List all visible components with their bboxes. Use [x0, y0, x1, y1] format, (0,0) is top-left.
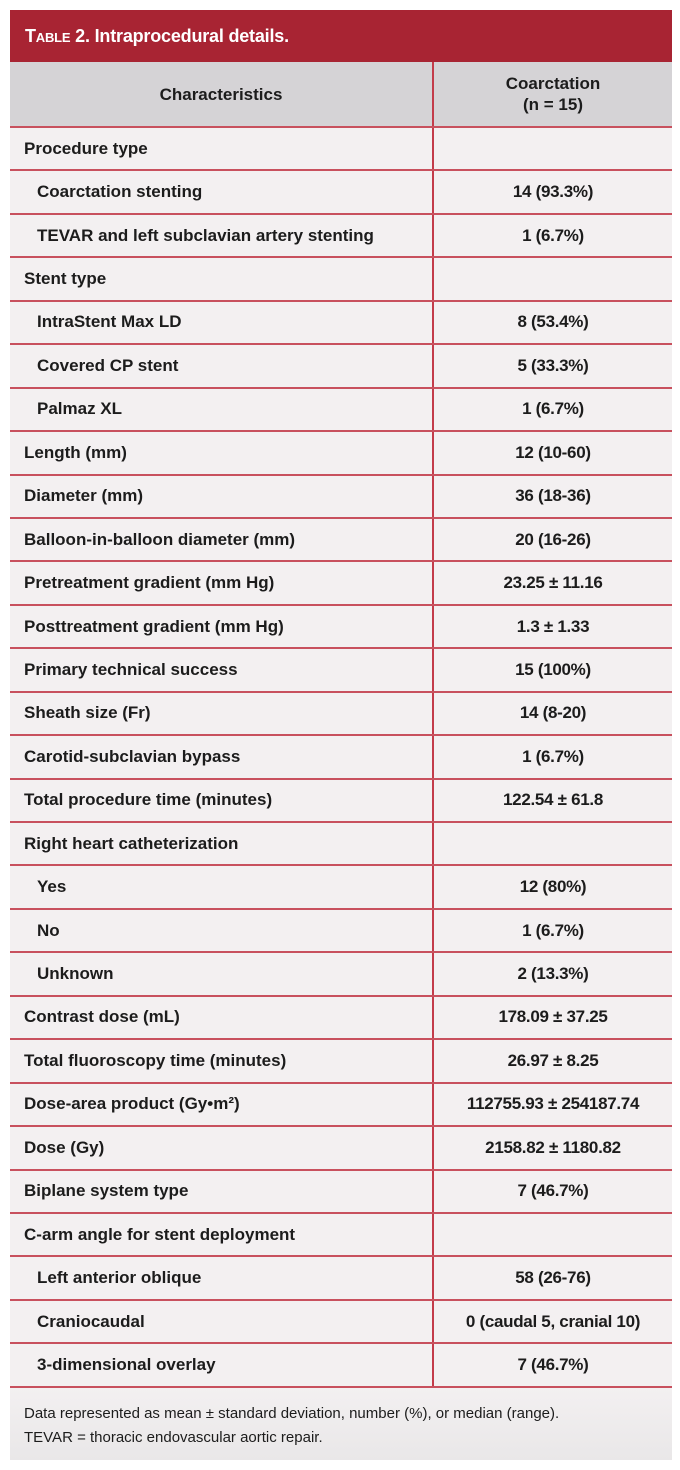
table-section-row [10, 1213, 672, 1256]
column-header-coarctation [433, 62, 672, 127]
row-value: 14 (8-20) [433, 692, 672, 735]
row-label: Covered CP stent [10, 344, 433, 387]
row-value: 7 (46.7%) [433, 1343, 672, 1386]
table-title-bar [10, 10, 672, 62]
column-header-group-n: (n = 15) [523, 95, 583, 114]
row-value: 58 (26-76) [433, 1256, 672, 1299]
row-value: 1 (6.7%) [433, 388, 672, 431]
row-value: 0 (caudal 5, cranial 10) [433, 1300, 672, 1343]
table-row [10, 1039, 672, 1082]
row-label: Carotid-subclavian bypass [10, 735, 433, 778]
table-row [10, 388, 672, 431]
row-label: TEVAR and left subclavian artery stenting [10, 214, 433, 257]
table-row [10, 952, 672, 995]
row-label: Unknown [10, 952, 433, 995]
row-value: 2 (13.3%) [433, 952, 672, 995]
table-row [10, 1126, 672, 1169]
row-value: 12 (80%) [433, 865, 672, 908]
row-value [433, 822, 672, 865]
column-header-characteristics: Characteristics [10, 62, 433, 127]
row-label: Total procedure time (minutes) [10, 779, 433, 822]
row-label: Pretreatment gradient (mm Hg) [10, 561, 433, 604]
row-label: IntraStent Max LD [10, 301, 433, 344]
row-value: 1 (6.7%) [433, 214, 672, 257]
table-row [10, 1083, 672, 1126]
row-label: Contrast dose (mL) [10, 996, 433, 1039]
table-card [10, 10, 672, 1460]
row-label: Biplane system type [10, 1170, 433, 1213]
table-label: Table 2. [25, 25, 90, 46]
table-section-row [10, 822, 672, 865]
row-value: 20 (16-26) [433, 518, 672, 561]
table-section-row [10, 127, 672, 170]
row-value: 14 (93.3%) [433, 170, 672, 213]
row-value: 2158.82 ± 1180.82 [433, 1126, 672, 1169]
row-label: Coarctation stenting [10, 170, 433, 213]
table-footnote [10, 1388, 672, 1460]
row-value: 112755.93 ± 254187.74 [433, 1083, 672, 1126]
table-row [10, 1300, 672, 1343]
row-value: 1 (6.7%) [433, 909, 672, 952]
row-label: Sheath size (Fr) [10, 692, 433, 735]
row-label: Craniocaudal [10, 1300, 433, 1343]
table-row [10, 344, 672, 387]
table-row [10, 301, 672, 344]
row-value: 8 (53.4%) [433, 301, 672, 344]
row-label: Dose (Gy) [10, 1126, 433, 1169]
row-value: 23.25 ± 11.16 [433, 561, 672, 604]
row-value: 36 (18-36) [433, 475, 672, 518]
row-value: 12 (10-60) [433, 431, 672, 474]
row-value: 1.3 ± 1.33 [433, 605, 672, 648]
table-row [10, 561, 672, 604]
table-row [10, 170, 672, 213]
column-header-group-name: Coarctation [505, 74, 601, 93]
table-row [10, 779, 672, 822]
footnote-line: Data represented as mean ± standard deviation, number (%), or median (range). [24, 1404, 560, 1422]
row-label: 3-dimensional overlay [10, 1343, 433, 1386]
row-label: Stent type [10, 257, 433, 300]
row-value: 122.54 ± 61.8 [433, 779, 672, 822]
row-label: Posttreatment gradient (mm Hg) [10, 605, 433, 648]
table-row [10, 1256, 672, 1299]
table-title: Intraprocedural details. [94, 25, 289, 46]
row-value: 178.09 ± 37.25 [433, 996, 672, 1039]
table-header-row [10, 62, 672, 127]
table-row [10, 214, 672, 257]
table-row [10, 1343, 672, 1386]
table-row [10, 735, 672, 778]
row-label: Balloon-in-balloon diameter (mm) [10, 518, 433, 561]
table-row [10, 648, 672, 691]
table-row [10, 865, 672, 908]
data-table [10, 62, 672, 1388]
row-label: C-arm angle for stent deployment [10, 1213, 433, 1256]
row-label: Right heart catheterization [10, 822, 433, 865]
row-label: Left anterior oblique [10, 1256, 433, 1299]
table-row [10, 605, 672, 648]
table-section-row [10, 257, 672, 300]
row-label: Length (mm) [10, 431, 433, 474]
row-value [433, 257, 672, 300]
table-row [10, 475, 672, 518]
row-label: Procedure type [10, 127, 433, 170]
row-value: 7 (46.7%) [433, 1170, 672, 1213]
table-row [10, 431, 672, 474]
row-label: Palmaz XL [10, 388, 433, 431]
table-row [10, 1170, 672, 1213]
table-row [10, 996, 672, 1039]
table-row [10, 909, 672, 952]
row-value: 26.97 ± 8.25 [433, 1039, 672, 1082]
row-label: Total fluoroscopy time (minutes) [10, 1039, 433, 1082]
table-row [10, 518, 672, 561]
footnote-line: TEVAR = thoracic endovascular aortic repair. [24, 1428, 323, 1446]
row-value [433, 1213, 672, 1256]
table-row [10, 692, 672, 735]
row-value: 5 (33.3%) [433, 344, 672, 387]
row-label: Yes [10, 865, 433, 908]
row-label: Diameter (mm) [10, 475, 433, 518]
row-label: Primary technical success [10, 648, 433, 691]
row-value: 15 (100%) [433, 648, 672, 691]
row-value [433, 127, 672, 170]
row-value: 1 (6.7%) [433, 735, 672, 778]
row-label: No [10, 909, 433, 952]
row-label: Dose-area product (Gy•m²) [10, 1083, 433, 1126]
table-body [10, 127, 672, 1387]
